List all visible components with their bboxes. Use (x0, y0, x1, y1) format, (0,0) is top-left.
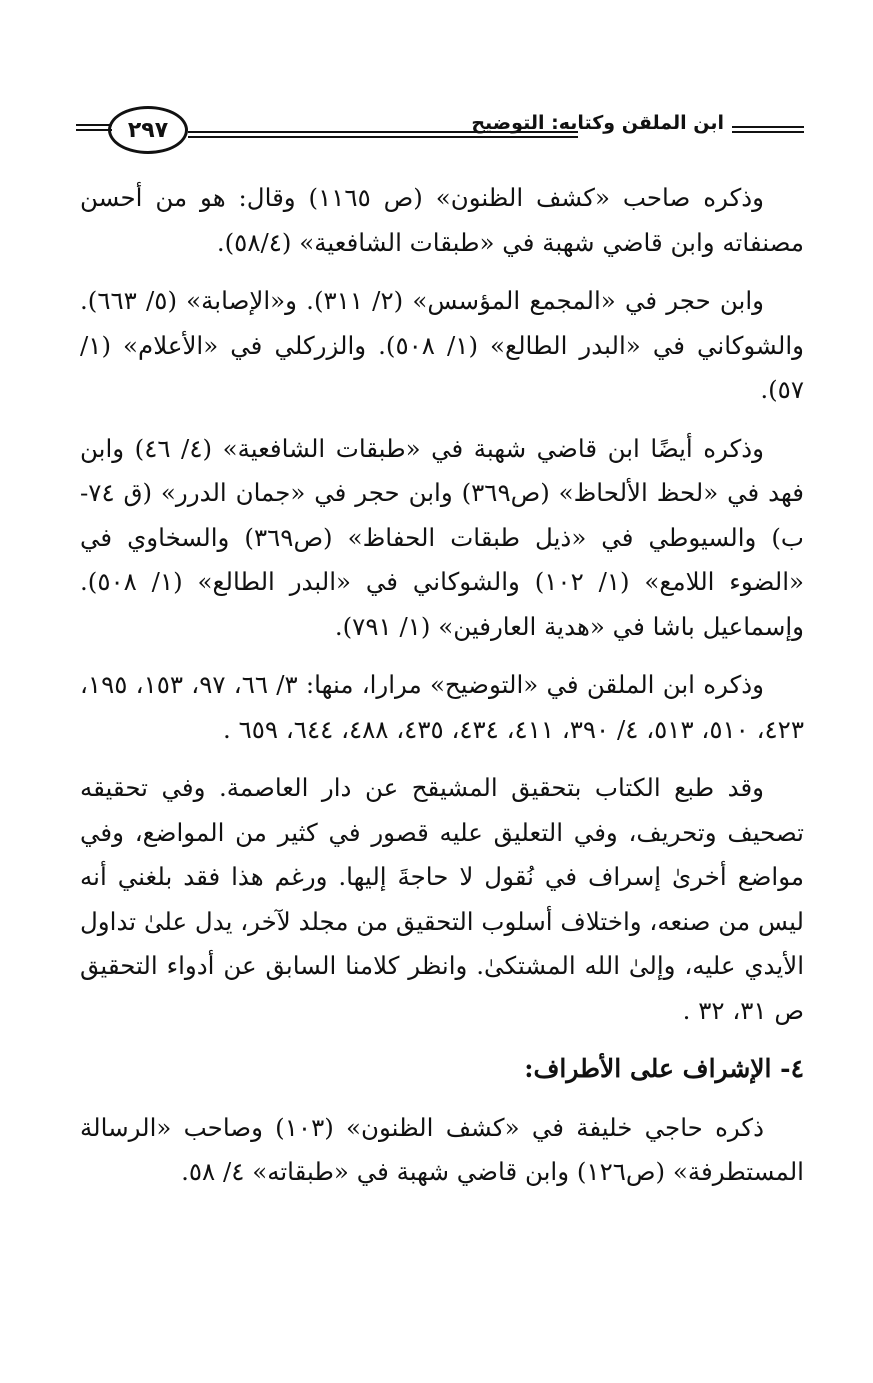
paragraph: وابن حجر في «المجمع المؤسس» (٢/ ٣١١). و«الإصابة» (٥/ ٦٦٣). والشوكاني في «البدر الطالع» (١/ ٥٠٨). والزركلي في «الأعلام» (١/ ٥٧). (80, 286, 804, 404)
header-rule-left (76, 124, 112, 134)
paragraph: ذكره حاجي خليفة في «كشف الظنون» (١٠٣) وصاحب «الرسالة المستطرفة» (ص١٢٦) وابن قاضي شهبة في «طبقاته» ٤/ ٥٨. (80, 1112, 804, 1186)
running-title: ابن الملقن وكتابه: التوضيح (471, 112, 724, 134)
header-rule-right (732, 126, 804, 136)
paragraph: وذكره أيضًا ابن قاضي شهبة في «طبقات الشافعية» (٤/ ٤٦) وابن فهد في «لحظ الألحاظ» (ص٣٦٩) وابن حجر في «جمان الدرر» (ق ٧٤- ب) والسيوطي في «ذيل طبقات الحفاظ» (ص٣٦٩) والسخاوي في «الضوء اللامع» (١/ ١٠٢) والشوكاني في «البدر الطالع» (١/ ٥٠٨). وإسماعيل باشا في «هدية العارفين» (١/ ٧٩١). (80, 433, 804, 641)
page-body (80, 176, 804, 1209)
paragraph: وذكره ابن الملقن في «التوضيح» مرارا، منها: ٣/ ٦٦، ٩٧، ١٥٣، ١٩٥، ٤٢٣، ٥١٠، ٥١٣، ٤/ ٣٩٠، ٤١١، ٤٣٤، ٤٣٥، ٤٨٨، ٦٤٤، ٦٥٩ . (80, 670, 804, 744)
paragraph: وذكره صاحب «كشف الظنون» (ص ١١٦٥) وقال: هو من أحسن مصنفاته وابن قاضي شهبة في «طبقات الشافعية» (٥٨/٤). (80, 183, 804, 257)
paragraph: وقد طبع الكتاب بتحقيق المشيقح عن دار العاصمة. وفي تحقيقه تصحيف وتحريف، وفي التعليق عليه قصور في كثير من المواضع، وفي مواضع أخرىٰ إسراف في نُقول لا حاجةَ إليها. ورغم هذا فقد بلغني أنه ليس من صنعه، واختلاف أسلوب التحقيق من مجلد لآخر، يدل علىٰ تداول الأيدي عليه، وإلىٰ الله المشتكىٰ. وانظر كلامنا السابق عن أدواء التحقيق ص ٣١، ٣٢ . (80, 773, 804, 1025)
section-heading: ٤- الإشراف على الأطراف: (524, 1054, 804, 1083)
page-header (76, 104, 804, 160)
page-number: ٢٩٧ (108, 106, 188, 154)
